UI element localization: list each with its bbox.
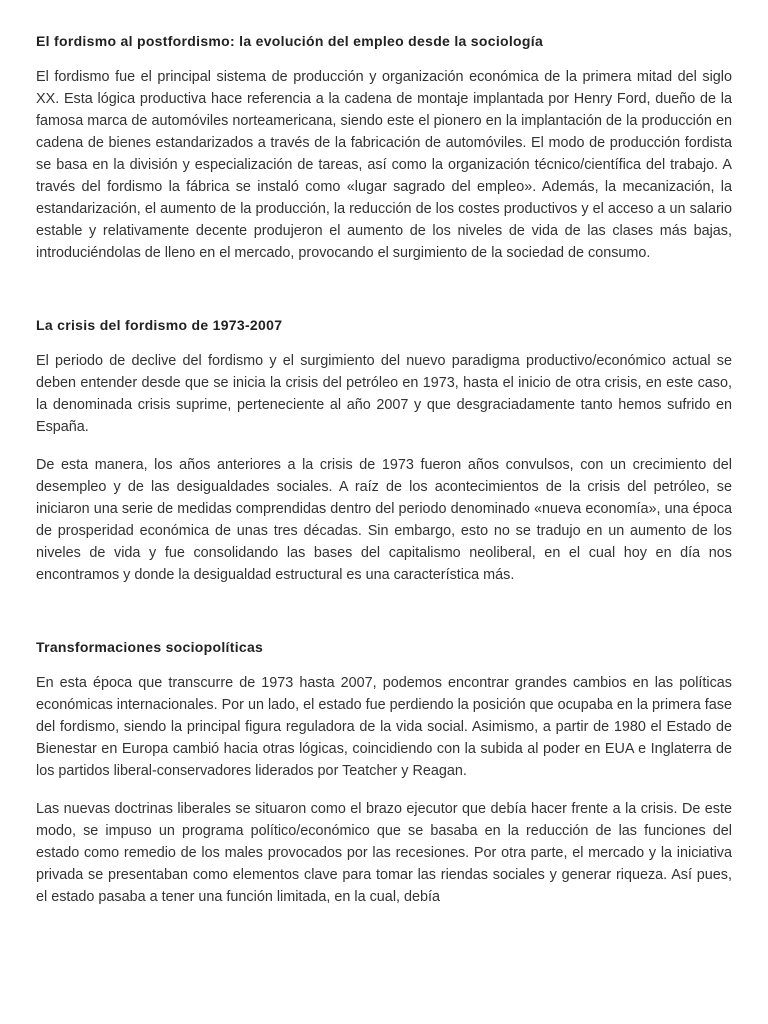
section-heading: Transformaciones sociopolíticas xyxy=(36,639,264,655)
section-crisis xyxy=(36,314,732,586)
paragraph: De esta manera, los años anteriores a la crisis de 1973 fueron años convulsos, con un crecimiento del desempleo y de las desigualdades sociales. A raíz de los acontecimientos de la crisis del petróleo, se iniciaron una serie de medidas comprendidas dentro del periodo denominado «nueva economía», una época de prosperidad económica de unas tres décadas. Sin embargo, esto no se tradujo en un aumento de los niveles de vida y fue consolidando las bases del capitalismo neoliberal, en el cual hoy en día nos encontramos y donde la desigualdad estructural es una característica más. xyxy=(36,457,732,583)
paragraph: Las nuevas doctrinas liberales se situaron como el brazo ejecutor que debía hacer frente a la crisis. De este modo, se impuso un programa político/económico que se basaba en la reducción de las funciones del estado como remedio de los males provocados por las recesiones. Por otra parte, el mercado y la iniciativa privada se presentaban como elementos clave para tomar las riendas sociales y generar riqueza. Así pues, el estado pasaba a tener una función limitada, en la cual, debía xyxy=(36,801,732,905)
section-heading: El fordismo al postfordismo: la evolución del empleo desde la sociología xyxy=(36,33,544,49)
paragraph: El periodo de declive del fordismo y el surgimiento del nuevo paradigma productivo/económico actual se deben entender desde que se inicia la crisis del petróleo en 1973, hasta el inicio de otra crisis, en este caso, la denominada crisis suprime, perteneciente al año 2007 y que desgraciadamente tanto hemos sufrido en España. xyxy=(36,353,732,435)
section-spacer xyxy=(36,602,732,636)
paragraph: En esta época que transcurre de 1973 hasta 2007, podemos encontrar grandes cambios en las políticas económicas internacionales. Por un lado, el estado fue perdiendo la posición que ocupaba en la primera fase del fordismo, siendo la principal figura reguladora de la vida social. Asimismo, a partir de 1980 el Estado de Bienestar en Europa cambió hacia otras lógicas, coincidiendo con la subida al poder en EUA e Inglaterra de los partidos liberal-conservadores liderados por Teatcher y Reagan. xyxy=(36,675,732,779)
paragraph: El fordismo fue el principal sistema de producción y organización económica de la primera mitad del siglo XX. Esta lógica productiva hace referencia a la cadena de montaje implantada por Henry Ford, dueño de la famosa marca de automóviles norteamericana, siendo este el pionero en la implantación de la producción en cadena de bienes estandarizados a través de la fabricación de automóviles. El modo de producción fordista se basa en la división y especialización de tareas, así como la organización técnico/científica del trabajo. A través del fordismo la fábrica se instaló como «lugar sagrado del empleo». Además, la mecanización, la estandarización, el aumento de la producción, la reducción de los costes productivos y el acceso a un salario estable y relativamente decente produjeron el aumento de los niveles de vida de las clases más bajas, introduciéndolas de lleno en el mercado, provocando el surgimiento de la sociedad de consumo. xyxy=(36,69,732,261)
document-page xyxy=(36,30,732,924)
section-fordismo xyxy=(36,30,732,264)
section-spacer xyxy=(36,280,732,314)
section-transformaciones xyxy=(36,636,732,908)
section-heading: La crisis del fordismo de 1973-2007 xyxy=(36,317,283,333)
